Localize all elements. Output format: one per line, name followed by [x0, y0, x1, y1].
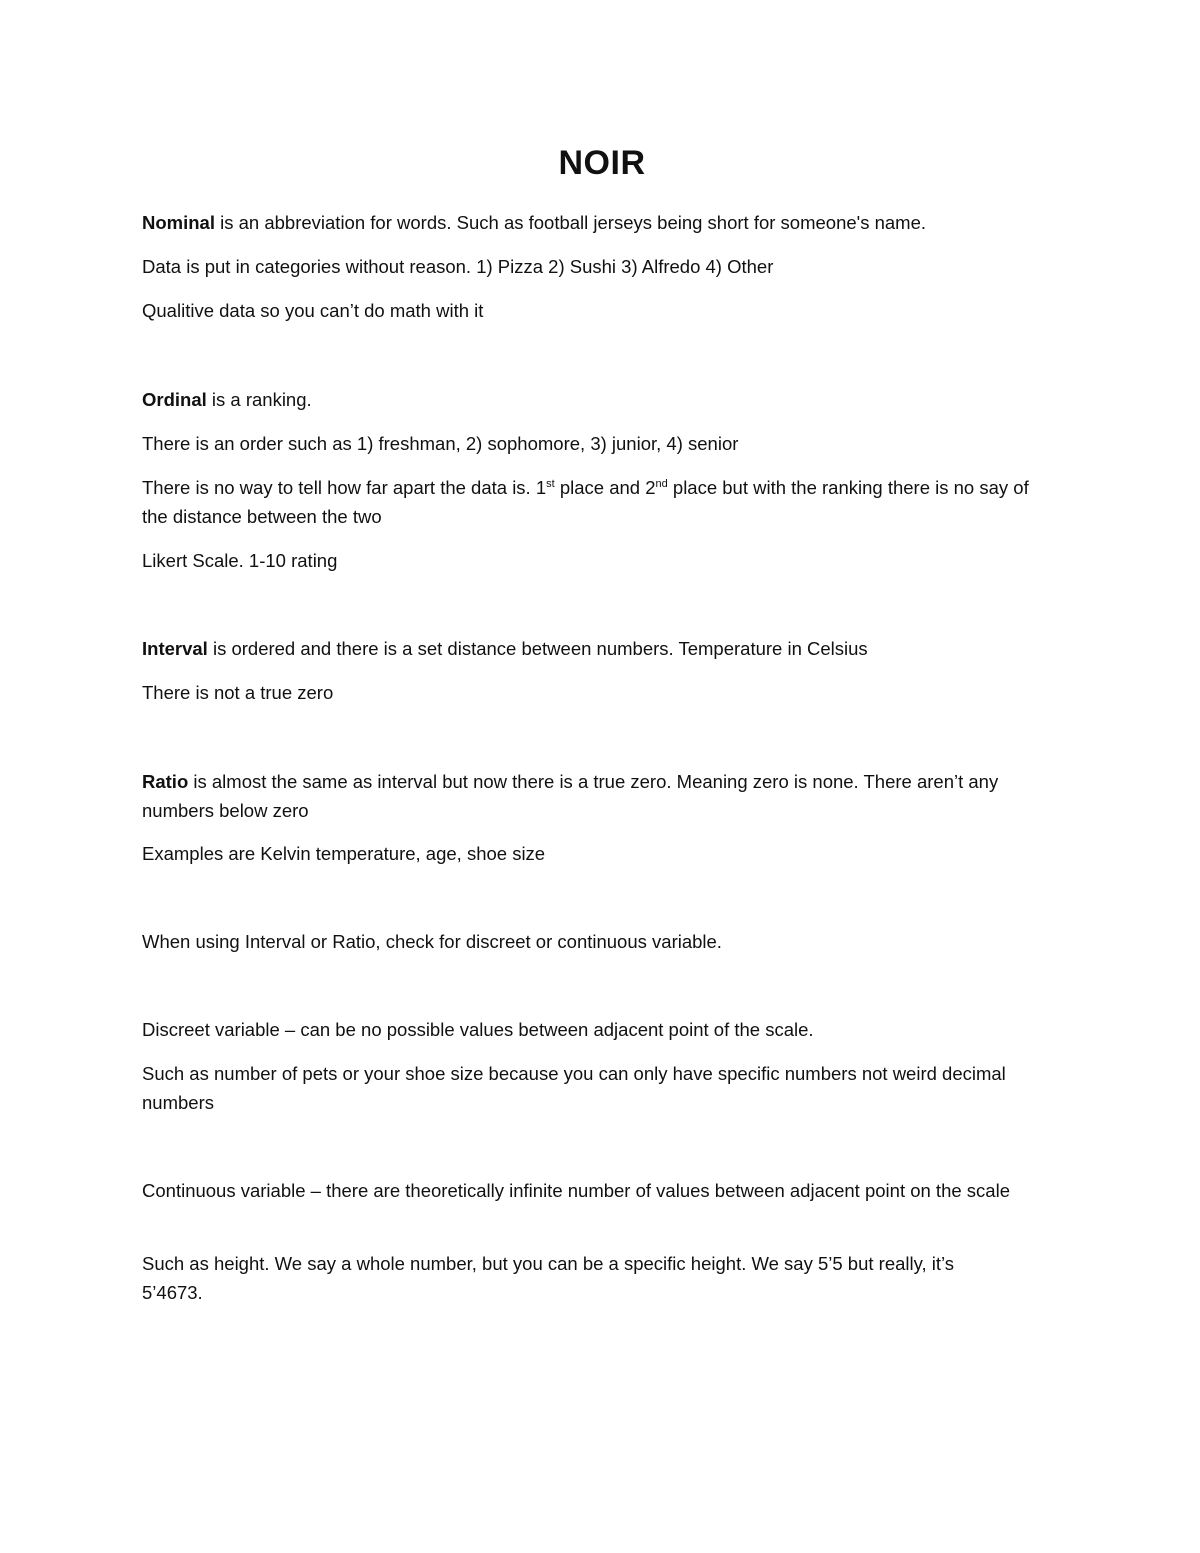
- ordinal-distance-part1: There is no way to tell how far apart the data is. 1: [142, 477, 547, 498]
- discreet-definition: Discreet variable – can be no possible values between adjacent point of the scale.: [142, 1019, 814, 1040]
- interval-definition-text: is ordered and there is a set distance between numbers. Temperature in Celsius: [207, 638, 868, 659]
- interval-definition: [142, 634, 1062, 663]
- ratio-definition-text: is almost the same as interval but now there is a true zero. Meaning zero is none. There aren’t any numbers below zero: [142, 771, 999, 821]
- ordinal-distance: [142, 473, 1042, 531]
- continuous-example: Such as height. We say a whole number, but you can be a specific height. We say 5’5 but really, it’s 5’4673.: [142, 1253, 955, 1303]
- ordinal-definition-text: is a ranking.: [206, 389, 312, 410]
- ordinal-likert: Likert Scale. 1-10 rating: [142, 550, 338, 571]
- nominal-definition: [142, 208, 1062, 237]
- ordinal-distance-part2: place and 2: [554, 477, 656, 498]
- ordinal-sup-nd: nd: [655, 478, 668, 490]
- ordinal-sup-st: st: [546, 478, 555, 490]
- ordinal-distance-part3: place but with the ranking there is no say of the distance between the two: [142, 477, 1029, 527]
- ratio-examples: Examples are Kelvin temperature, age, shoe size: [142, 843, 546, 864]
- ratio-term: Ratio: [142, 771, 189, 792]
- ordinal-term: Ordinal: [142, 389, 207, 410]
- variable-check-note: When using Interval or Ratio, check for discreet or continuous variable.: [142, 931, 722, 952]
- ordinal-order: There is an order such as 1) freshman, 2) sophomore, 3) junior, 4) senior: [142, 433, 739, 454]
- nominal-term: Nominal: [142, 212, 215, 233]
- discreet-example: Such as number of pets or your shoe size because you can only have specific numbers not weird decimal numbers: [142, 1063, 1006, 1113]
- ratio-definition: [142, 767, 1057, 825]
- ordinal-definition: [142, 385, 1062, 414]
- document-title: NOIR: [558, 144, 646, 182]
- nominal-definition-text: is an abbreviation for words. Such as football jerseys being short for someone's name.: [214, 212, 926, 233]
- nominal-qualitative: Qualitive data so you can’t do math with it: [142, 300, 484, 321]
- continuous-definition: Continuous variable – there are theoretically infinite number of values between adjacent point on the scale: [142, 1180, 1010, 1201]
- nominal-categories: Data is put in categories without reason. 1) Pizza 2) Sushi 3) Alfredo 4) Other: [142, 256, 774, 277]
- interval-zero: There is not a true zero: [142, 682, 334, 703]
- interval-term: Interval: [142, 638, 208, 659]
